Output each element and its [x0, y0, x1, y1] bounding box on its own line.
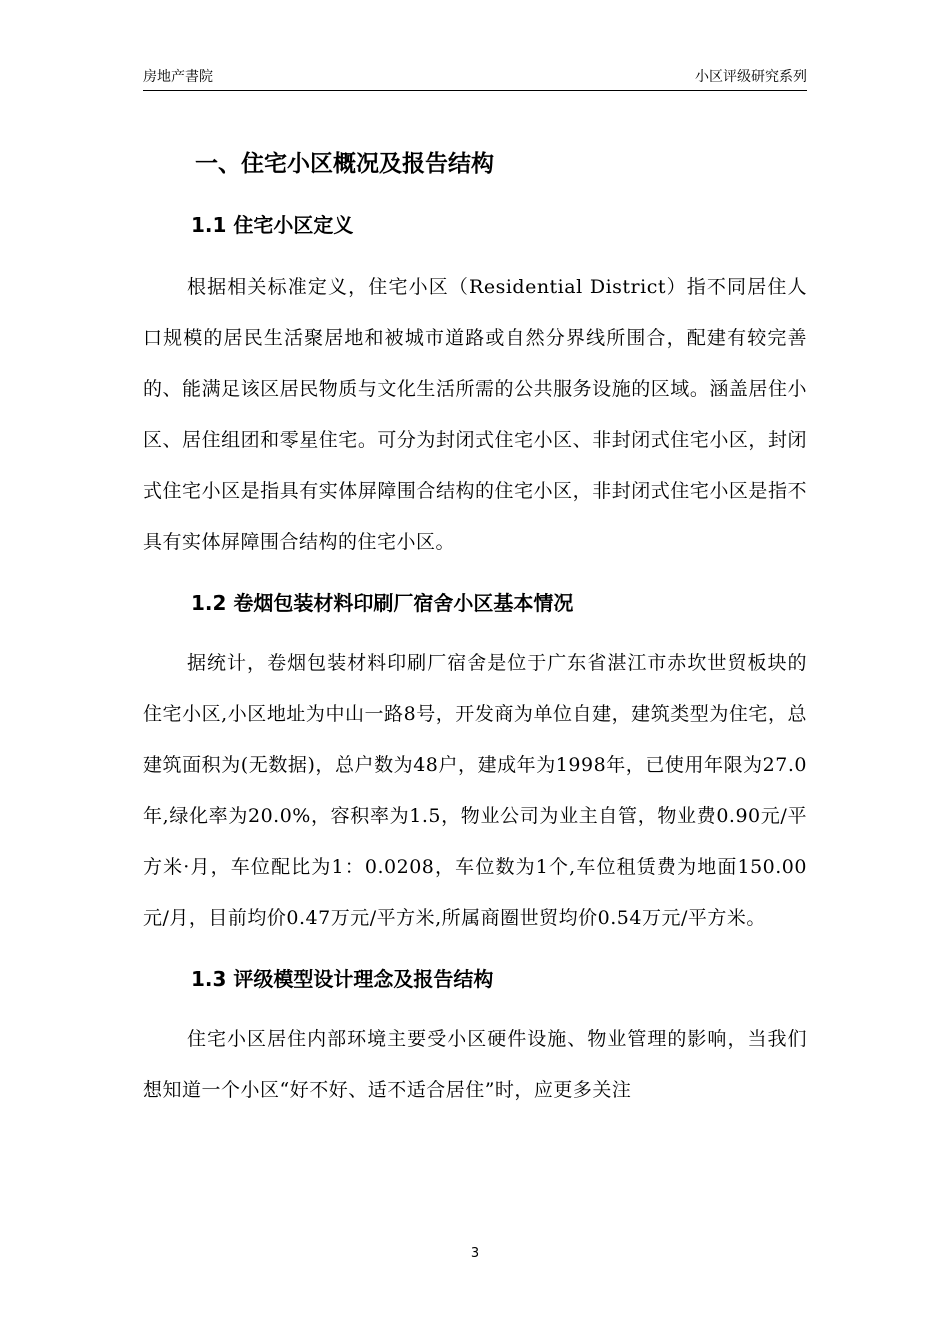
page-header	[143, 64, 807, 91]
section-paragraph: 根据相关标准定义，住宅小区（Residential District）指不同居住人口规模的居民生活聚居地和被城市道路或自然分界线所围合，配建有较完善的、能满足该区居民物质与文化生活所需的公共服务设施的区域。涵盖居住小区、居住组团和零星住宅。可分为封闭式住宅小区、非封闭式住宅小区，封闭式住宅小区是指具有实体屏障围合结构的住宅小区，非封闭式住宅小区是指不具有实体屏障围合结构的住宅小区。	[143, 276, 807, 553]
section-paragraph: 据统计，卷烟包装材料印刷厂宿舍是位于广东省湛江市赤坎世贸板块的住宅小区,小区地址为中山一路8号，开发商为单位自建，建筑类型为住宅，总建筑面积为(无数据)，总户数为48户，建成年为1998年，已使用年限为27.0年,绿化率为20.0%，容积率为1.5，物业公司为业主自管，物业费0.90元/平方米·月，车位配比为1：0.0208，车位数为1个,车位租赁费为地面150.00元/月，目前均价0.47万元/平方米,所属商圈世贸均价0.54万元/平方米。	[143, 652, 807, 929]
chapter-title: 一、住宅小区概况及报告结构	[195, 151, 494, 177]
section-heading: 1.1 住宅小区定义	[191, 213, 354, 237]
document-body	[143, 140, 807, 1116]
section-definition	[143, 204, 807, 568]
section-heading: 1.3 评级模型设计理念及报告结构	[191, 967, 494, 991]
section-rating-model	[143, 958, 807, 1116]
page-number: 3	[470, 1246, 480, 1261]
header-series-title: 小区评级研究系列	[695, 69, 807, 85]
section-basic-info	[143, 582, 807, 944]
section-paragraph: 住宅小区居住内部环境主要受小区硬件设施、物业管理的影响，当我们想知道一个小区“好不好、适不适合居住”时，应更多关注	[143, 1028, 807, 1101]
header-publisher: 房地产書院	[143, 69, 213, 85]
section-heading: 1.2 卷烟包装材料印刷厂宿舍小区基本情况	[191, 591, 574, 615]
